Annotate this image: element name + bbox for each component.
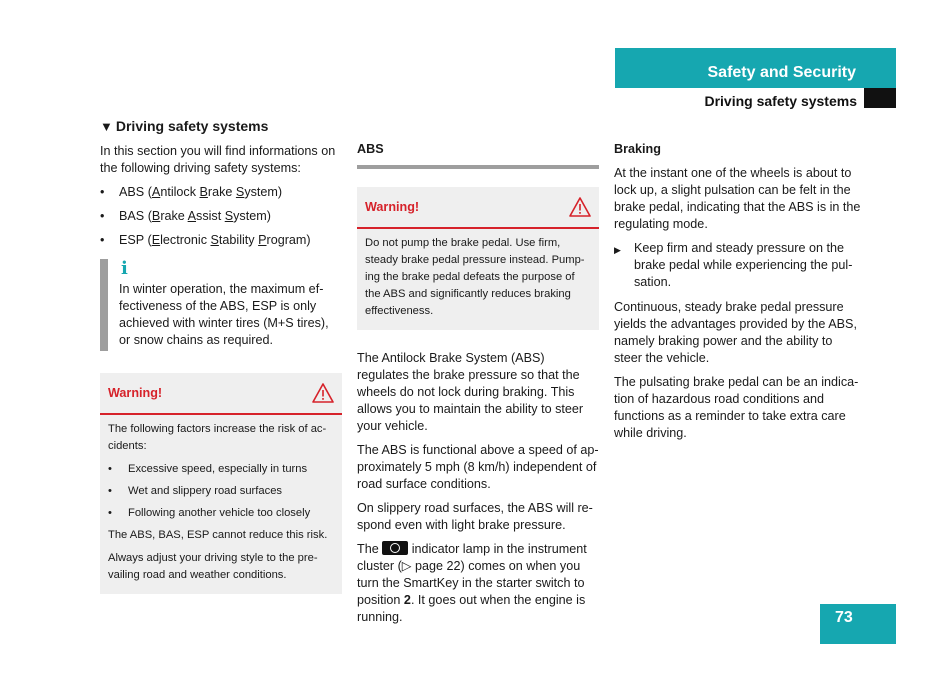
chapter-header bbox=[615, 48, 896, 88]
arrow-right-icon: ▶ bbox=[614, 245, 621, 255]
paragraph: Continuous, steady brake pedal pressure yields the advantages provided by the ABS, namely braking power and the ability to steer the vehicle. bbox=[614, 300, 857, 365]
warning-box bbox=[100, 373, 342, 594]
section-title bbox=[100, 118, 342, 134]
heading-rule bbox=[357, 165, 599, 169]
column-1 bbox=[100, 118, 342, 594]
paragraph: The indicator lamp in the instrument cluster (▷ page 22) comes on when you turn the SmartKey in the starter switch to position 2. It goes out when the engine is running. bbox=[357, 542, 587, 624]
warning-triangle-icon bbox=[569, 197, 591, 217]
paragraph: The Antilock Brake System (ABS) regulates the brake pressure so that the wheels do not lock during braking. This allows you to maintain the ability to steer your vehicle. bbox=[357, 351, 584, 433]
instruction-step bbox=[614, 240, 862, 291]
triangle-down-icon: ▼ bbox=[100, 118, 113, 134]
info-icon: i bbox=[121, 258, 128, 279]
chapter-title: Safety and Security bbox=[707, 64, 856, 81]
braking-heading: Braking bbox=[614, 142, 661, 156]
paragraph: The pulsating brake pedal can be an indica-tion of hazardous road conditions and functions as a reminder to take extra care while driving. bbox=[614, 375, 859, 440]
step-text: Keep firm and steady pressure on the brake pedal while experiencing the pul-sation. bbox=[634, 241, 853, 289]
warning-intro: The following factors increase the risk of ac-cidents: bbox=[108, 423, 327, 452]
warning-text: The ABS, BAS, ESP cannot reduce this risk. bbox=[108, 529, 328, 541]
page-number: 73 bbox=[820, 604, 896, 644]
list-item: • ESP (Electronic Stability Program) bbox=[100, 233, 311, 247]
paragraph: On slippery road surfaces, the ABS will re-spond even with light brake pressure. bbox=[357, 501, 593, 532]
abs-indicator-lamp-icon bbox=[382, 541, 408, 555]
abs-heading: ABS bbox=[357, 142, 384, 156]
warning-box bbox=[357, 187, 599, 330]
warning-label: Warning! bbox=[365, 200, 420, 214]
section-title-text: Driving safety systems bbox=[115, 118, 269, 134]
list-item: • Following another vehicle too closely bbox=[108, 507, 311, 519]
column-3 bbox=[614, 141, 862, 449]
list-item: • Excessive speed, especially in turns bbox=[108, 463, 308, 475]
column-2 bbox=[357, 141, 599, 633]
list-item: • ABS (Antilock Brake System) bbox=[100, 185, 283, 199]
warning-body bbox=[100, 415, 342, 594]
page-ref-icon: ▷ bbox=[401, 559, 412, 573]
warning-body bbox=[357, 229, 599, 330]
warning-header bbox=[357, 187, 599, 229]
paragraph: The ABS is functional above a speed of ap-proximately 5 mph (8 km/h) independent of road surface conditions. bbox=[357, 443, 599, 491]
systems-list bbox=[100, 184, 342, 249]
paragraph: At the instant one of the wheels is about to lock up, a slight pulsation can be felt in the brake pedal, indicating that the ABS is in the regulating mode. bbox=[614, 166, 861, 231]
risk-list bbox=[108, 461, 334, 522]
warning-triangle-icon bbox=[312, 383, 334, 403]
list-item: • Wet and slippery road surfaces bbox=[108, 485, 283, 497]
warning-header bbox=[100, 373, 342, 415]
section-subtitle: Driving safety systems bbox=[704, 93, 857, 109]
intro-text: In this section you will find informations on the following driving safety systems: bbox=[100, 144, 336, 175]
warning-text: Always adjust your driving style to the pre-vailing road and weather conditions. bbox=[108, 552, 318, 581]
warning-text: Do not pump the brake pedal. Use firm, steady brake pedal pressure instead. Pump-ing the brake pedal defeats the purpose of the ABS and significantly reduces braking effectiveness. bbox=[365, 237, 585, 317]
header-marker bbox=[864, 88, 896, 108]
info-bar bbox=[100, 259, 108, 351]
info-box bbox=[100, 259, 342, 349]
list-item: • BAS (Brake Assist System) bbox=[100, 209, 271, 223]
warning-label: Warning! bbox=[108, 386, 163, 400]
info-text: In winter operation, the maximum ef-fectiveness of the ABS, ESP is only achieved with winter tires (M+S tires), or snow chains as required. bbox=[119, 282, 329, 347]
